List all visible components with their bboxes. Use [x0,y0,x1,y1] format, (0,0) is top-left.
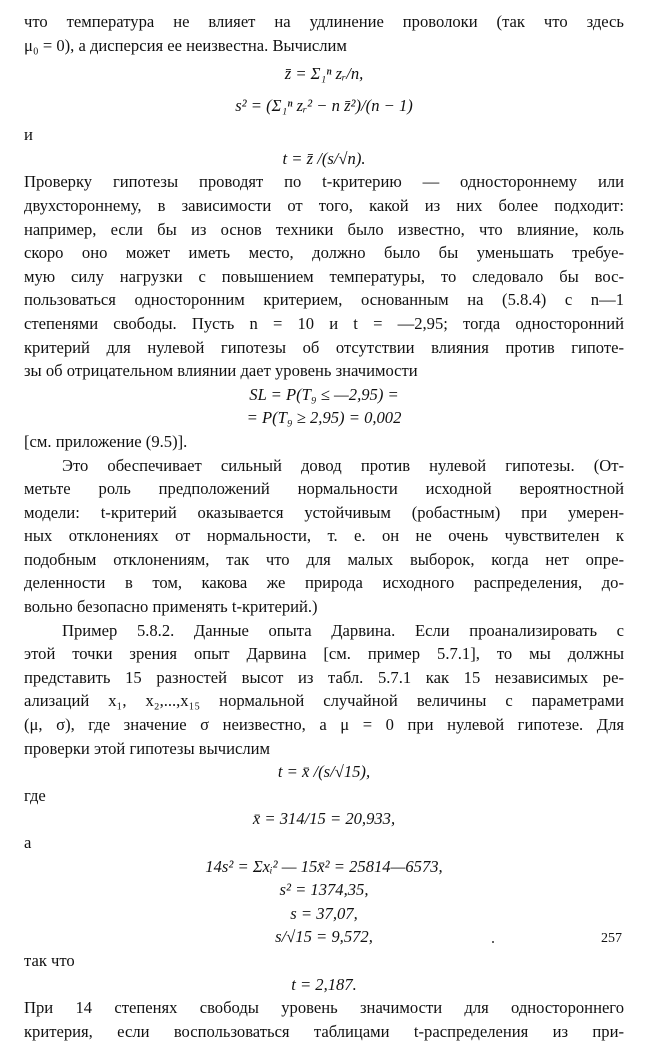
text-reference: [см. приложение (9.5)]. [24,431,188,451]
text-label-so: так что [24,950,75,970]
text-line: Это обеспечивает сильный довод против нулевой гипотезы. (От- [62,455,624,475]
equation-sum-squares: 14s² = Σxᵢ² — 15x̄² = 25814—6573, [205,856,443,876]
text-label-and: и [24,125,33,145]
equation-mean: z̄ = Σ₁ⁿ zᵣ/n, [284,64,364,84]
text-line: зы об отрицательном влиянии дает уровень значимости [24,361,418,381]
text-line: что температура не влияет на удлинение проволоки (так что здесь [24,12,624,31]
text-line: степенями свободы. Пусть n = 10 и t = —2,95; тогда односторонний [24,313,624,333]
text-line: например, если бы из основ техники было известно, что влияние, коль [24,219,624,239]
text-line: мую силу нагрузки с повышением температуры, то следовало бы вос- [24,266,624,286]
page-body [24,10,624,1043]
equation-s-squared: s² = 1374,35, [279,880,369,900]
text-line: пользоваться односторонним критерием, основанным на (5.8.4) с n—1 [24,290,624,310]
text-line: двухстороннему, в зависимости от того, какой из них более подходит: [24,195,624,215]
equation-t-value: t = 2,187. [291,974,357,994]
text-line: При 14 степенях свободы уровень значимости для одностороннего [24,998,624,1018]
text-line: Проверку гипотезы проводят по t-критерию — одностороннему или [24,172,624,192]
text-line: модели: t-критерий оказывается устойчивым (робастным) при умерен- [24,502,624,522]
equation-xbar: x̄ = 314/15 = 20,933, [252,809,396,829]
text-line: подобным отклонениям, так что для малых выборок, когда нет опре- [24,549,624,569]
equation-t-stat: t = z̄ /(s/√n). [282,148,366,168]
text-label-a: а [24,833,32,852]
text-line: критерий для нулевой гипотезы об отсутствии влияния против гипоте- [24,337,624,357]
page-number: 257 [601,931,622,946]
text-line: критерия, если воспользоваться таблицами t-распределения из при- [24,1021,624,1041]
equation-s-over-root: s/√15 = 9,572, [275,927,373,947]
equation-t-darwin: t = x̄ /(s/√15), [277,762,371,782]
text-line: вольно безопасно применять t-критерий.) [24,597,318,617]
equation-s: s = 37,07, [290,903,358,923]
equation-sl-2: = P(T₉ ≥ 2,95) = 0,002 [246,408,402,428]
equation-sl-1: SL = P(T₉ ≤ —2,95) = [249,384,399,404]
text-line: деленности в том, какова же природа исходного распределения, до- [24,573,624,593]
text-line: этой точки зрения опыт Дарвина [см. пример 5.7.1], то мы должны [24,644,624,664]
text-line: проверки этой гипотезы вычислим [24,738,270,758]
text-line: скоро оно может иметь место, должно было бы уменьшать требуе- [24,243,624,263]
text-line: представить 15 разностей высот из табл. 5.7.1 как 15 независимых ре- [24,667,624,687]
text-line: ных отклонениях от нормальности, т. е. он не очень чувствителен к [24,526,624,546]
text-line: ализаций x₁, x₂,...,x₁₅ нормальной случайной величины с параметрами [24,691,624,711]
equation-variance: s² = (Σ₁ⁿ zᵣ² − n z̄²)/(n − 1) [235,96,413,116]
print-speck [492,941,494,943]
text-line: μ₀ = 0), а дисперсия ее неизвестна. Вычислим [24,35,347,55]
text-label-where: где [24,785,46,805]
text-line: метьте роль предположений нормальности исходной вероятностной [24,479,624,499]
example-heading-line: Пример 5.8.2. Данные опыта Дарвина. Если проанализировать с [62,620,624,640]
text-line: (μ, σ), где значение σ неизвестно, а μ = 0 при нулевой гипотезе. Для [24,715,624,735]
